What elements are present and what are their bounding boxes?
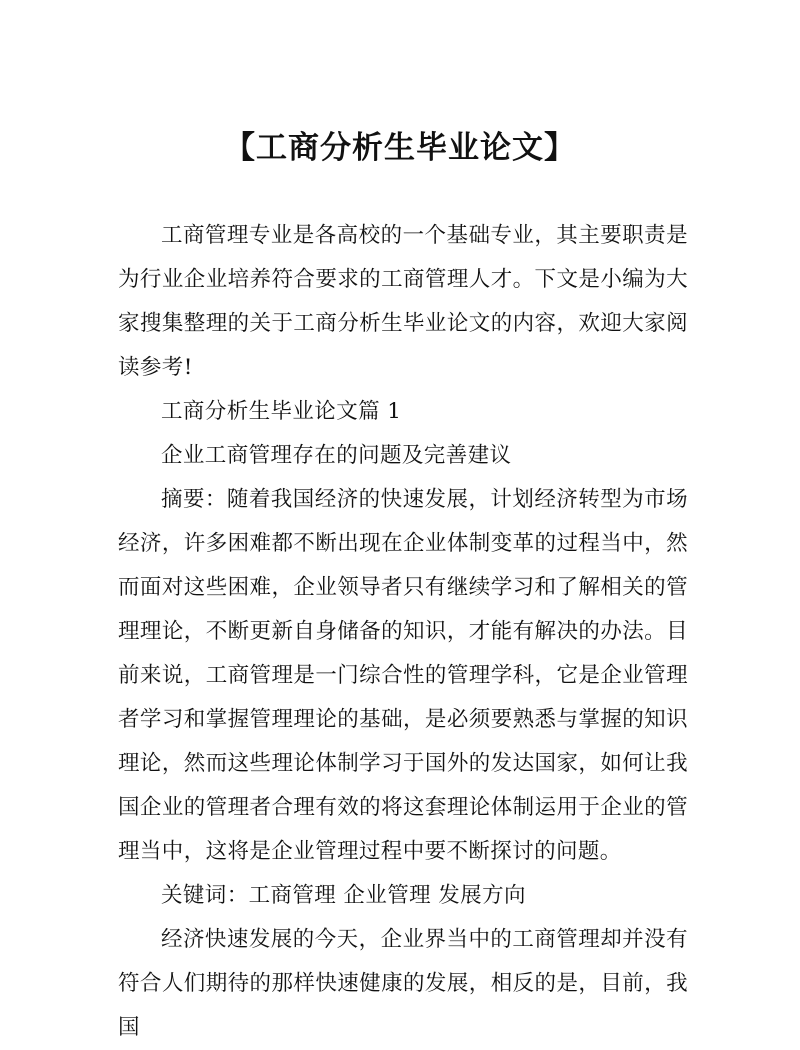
article-title: 企业工商管理存在的问题及完善建议 (161, 443, 512, 468)
document-body (118, 214, 688, 1050)
document-title: 【工商分析生毕业论文】 (224, 130, 576, 166)
body-paragraph: 经济快速发展的今天，企业界当中的工商管理却并没有符合人们期待的那样快速健康的发展，相反的是，目前，我国 (118, 927, 688, 1040)
intro-paragraph: 工商管理专业是各高校的一个基础专业，其主要职责是为行业企业培养符合要求的工商管理人才。下文是小编为大家搜集整理的关于工商分析生毕业论文的内容，欢迎大家阅读参考! (118, 223, 688, 380)
abstract-paragraph: 摘要：随着我国经济的快速发展，计划经济转型为市场经济，许多困难都不断出现在企业体制变革的过程当中，然而面对这些困难，企业领导者只有继续学习和了解相关的管理理论，不断更新自身储备的知识，才能有解决的办法。目前来说，工商管理是一门综合性的管理学科，它是企业管理者学习和掌握管理理论的基础，是必须要熟悉与掌握的知识理论，然而这些理论体制学习于国外的发达国家，如何让我国企业的管理者合理有效的将这套理论体制运用于企业的管理当中，这将是企业管理过程中要不断探讨的问题。 (118, 487, 688, 864)
section-heading: 工商分析生毕业论文篇 1 (161, 399, 402, 424)
keywords-paragraph: 关键词：工商管理 企业管理 发展方向 (161, 883, 526, 908)
